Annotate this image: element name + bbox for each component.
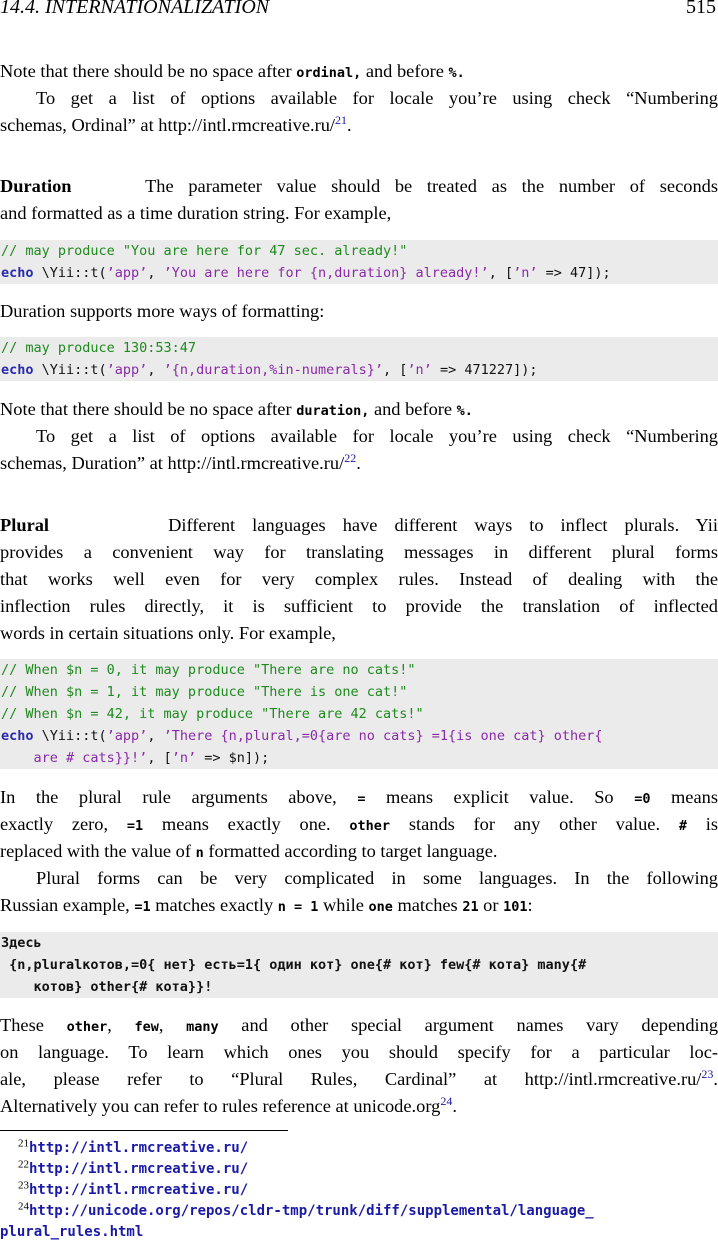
page-number: 515 — [686, 0, 716, 18]
code-block-duration-2: // may produce 130:53:47 echo \Yii::t(’app’, ’{n,duration,%in-numerals}’, [’n’ => 471227]); — [0, 337, 718, 381]
code-block-plural: // When $n = 0, it may produce "There are no cats!" // When $n = 1, it may produce "There is one cat!" // When $n = 42, it may produce "There are 42 cats!" echo \Yii::t(’app’, ’There {n,plural,=0{are no cats} =1{is one cat} other{ are # cats}}!’, [’n’ => $n]); — [0, 659, 718, 769]
ordinal-note: Note that there should be no space after ordinal, and before %. To get a list of options available for locale you’re using check “Numbering schemas, Ordinal” at http://intl.rmcreative.ru/$^{21}$. — [0, 61, 718, 135]
footnotes — [0, 1138, 718, 1243]
footnote-ref-21[interactable]: 21 — [335, 112, 348, 127]
footnote-ref-23[interactable]: 23 — [701, 1066, 714, 1081]
footnote-ref-24[interactable]: 24 — [440, 1093, 453, 1108]
footnote-21: $^{21}$http://intl.rmcreative.ru/ — [18, 1137, 249, 1156]
footnote-link-24[interactable]: http://unicode.org/repos/cldr-tmp/trunk/diff/supplemental/language_ — [29, 1203, 594, 1219]
footnote-rule — [0, 1130, 288, 1131]
code-block-duration-1: // may produce "You are here for 47 sec. already!" echo \Yii::t(’app’, ’You are here for {n,duration} already!’, [’n’ => 47]); — [0, 240, 718, 284]
footnote-24-cont[interactable]: plural_rules.html — [0, 1224, 144, 1240]
footnote-22: $^{22}$http://intl.rmcreative.ru/ — [18, 1158, 249, 1177]
footnote-link-22[interactable]: http://intl.rmcreative.ru/ — [29, 1161, 249, 1177]
footnote-link-21[interactable]: http://intl.rmcreative.ru/ — [29, 1140, 249, 1156]
duration-note: Note that there should be no space after duration, and before %. To get a list of options available for locale you’re using check “Numbering schemas, Duration” at http://intl.rmcreative.ru/$^{22}$. — [0, 399, 718, 473]
plural-explanation: In the plural rule arguments above, = means explicit value. So =0 means exactly zero, =1 means exactly one. other stands for any other value. # is replaced with the value of n formatted according to target language. Plural forms can be very complicated in some languages. In the following Russian example, =1 matches exactly n = 1 while one matches 21 or 101: — [0, 787, 718, 915]
code-block-russian: Здесь {n,pluralкотов,=0{ нет} есть=1{ один кот} one{# кот} few{# кота} many{# котов} other{# кота}}! — [0, 932, 718, 998]
footnote-link-23[interactable]: http://intl.rmcreative.ru/ — [29, 1182, 249, 1198]
duration-heading: Duration — [0, 176, 72, 196]
plural-heading: Plural — [0, 515, 50, 535]
duration-paragraph: Duration The parameter value should be treated as the number of seconds and formatted as a time duration string. For example, — [0, 176, 718, 223]
footnote-23: $^{23}$http://intl.rmcreative.ru/ — [18, 1179, 249, 1198]
section-title: 14.4. INTERNATIONALIZATION — [0, 0, 270, 18]
plural-paragraph: Plural Different languages have different ways to inflect plurals. Yii provides a convenient way for translating messages in different plural forms that works well even for very complex rules. Instead of dealing with the inflection rules directly, it is sufficient to provide the translation of inflected words in certain situations only. For example, — [0, 515, 718, 643]
plural-final: These other, few, many and other special argument names vary depending on language. To learn which ones you should specify for a particular loc- ale, please refer to “Plural Rules, Cardinal” at http://intl.rmcreative.ru/$^{23}$. Alternatively you can refer to rules reference at unicode.org$^{24}$. — [0, 1015, 718, 1116]
footnote-24: $^{24}$http://unicode.org/repos/cldr-tmp/trunk/diff/supplemental/language_ — [18, 1200, 594, 1219]
footnote-ref-22[interactable]: 22 — [344, 450, 357, 465]
running-header — [0, 0, 718, 22]
duration-more: Duration supports more ways of formatting: — [0, 301, 325, 321]
